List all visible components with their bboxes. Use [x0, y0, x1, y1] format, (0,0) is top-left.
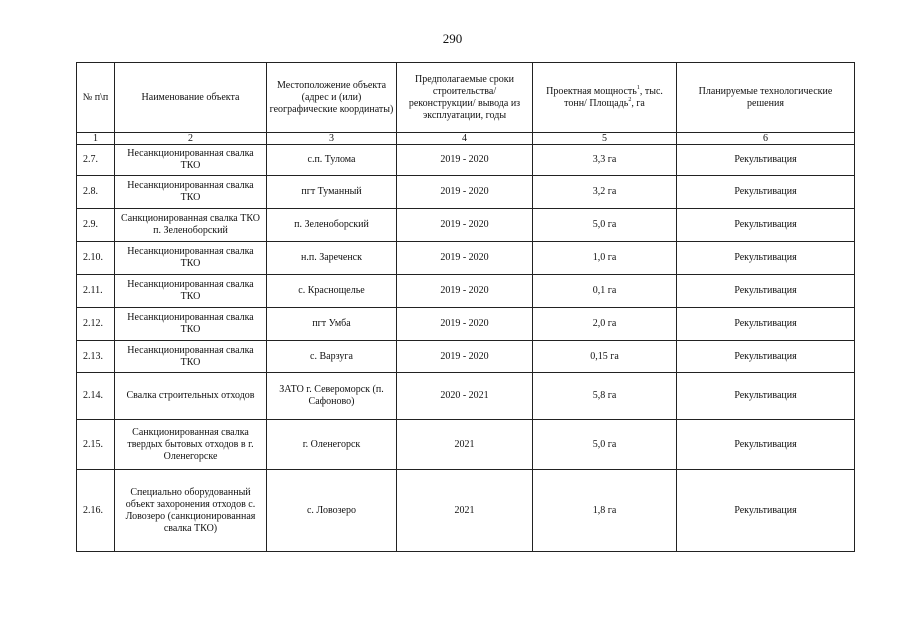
- footnote-2-mark: 2: [628, 96, 632, 103]
- object-dates: 2020 - 2021: [397, 373, 533, 420]
- table-row: [77, 275, 855, 308]
- row-number: 2.10.: [77, 242, 115, 275]
- table-header-row: [77, 63, 855, 133]
- object-capacity: 1,0 га: [533, 242, 677, 275]
- footnote-1-mark: 1: [636, 84, 640, 91]
- header-solutions: Планируемые технологические решения: [677, 63, 855, 133]
- table-row: [77, 145, 855, 176]
- column-index: 5: [533, 133, 677, 145]
- object-dates: 2019 - 2020: [397, 308, 533, 341]
- header-capacity: [533, 63, 677, 133]
- object-capacity: 1,8 га: [533, 470, 677, 552]
- object-solution: Рекультивация: [677, 470, 855, 552]
- object-location: н.п. Зареченск: [267, 242, 397, 275]
- object-solution: Рекультивация: [677, 242, 855, 275]
- column-index-row: [77, 133, 855, 145]
- table-row: [77, 420, 855, 470]
- object-location: п. Зеленоборский: [267, 209, 397, 242]
- row-number: 2.9.: [77, 209, 115, 242]
- object-location: ЗАТО г. Североморск (п. Сафоново): [267, 373, 397, 420]
- object-location: с.п. Тулома: [267, 145, 397, 176]
- header-location: Местоположение объекта (адрес и (или) географические координаты): [267, 63, 397, 133]
- object-name: Несанкционированная свалка ТКО: [115, 242, 267, 275]
- column-index: 4: [397, 133, 533, 145]
- object-solution: Рекультивация: [677, 341, 855, 373]
- table-row: [77, 176, 855, 209]
- header-num: № п\п: [77, 63, 115, 133]
- object-name: Санкционированная свалка ТКО п. Зеленоборский: [115, 209, 267, 242]
- column-index: 1: [77, 133, 115, 145]
- object-capacity: 0,1 га: [533, 275, 677, 308]
- object-location: с. Краснощелье: [267, 275, 397, 308]
- page-number: 290: [442, 31, 463, 46]
- object-capacity: 3,3 га: [533, 145, 677, 176]
- row-number: 2.13.: [77, 341, 115, 373]
- object-solution: Рекультивация: [677, 176, 855, 209]
- row-number: 2.11.: [77, 275, 115, 308]
- object-solution: Рекультивация: [677, 275, 855, 308]
- row-number: 2.8.: [77, 176, 115, 209]
- column-index: 3: [267, 133, 397, 145]
- table-row: [77, 341, 855, 373]
- object-name: Несанкционированная свалка ТКО: [115, 275, 267, 308]
- header-name: Наименование объекта: [115, 63, 267, 133]
- object-dates: 2019 - 2020: [397, 242, 533, 275]
- object-location: г. Оленегорск: [267, 420, 397, 470]
- object-name: Несанкционированная свалка ТКО: [115, 145, 267, 176]
- object-name: Несанкционированная свалка ТКО: [115, 308, 267, 341]
- object-solution: Рекультивация: [677, 308, 855, 341]
- header-capacity-text: Проектная мощность: [546, 85, 637, 97]
- header-capacity-mid: , тыс. тонн/ Площадь: [564, 85, 663, 109]
- object-solution: Рекультивация: [677, 373, 855, 420]
- landfill-table: [76, 62, 855, 552]
- object-capacity: 5,0 га: [533, 420, 677, 470]
- object-location: с. Варзуга: [267, 341, 397, 373]
- object-solution: Рекультивация: [677, 145, 855, 176]
- header-dates: Предполагаемые сроки строительства/ реконструкции/ вывода из эксплуатации, годы: [397, 63, 533, 133]
- object-name: Специально оборудованный объект захоронения отходов с. Ловозеро (санкционированная свалка ТКО): [115, 470, 267, 552]
- object-dates: 2019 - 2020: [397, 275, 533, 308]
- object-dates: 2019 - 2020: [397, 209, 533, 242]
- row-number: 2.15.: [77, 420, 115, 470]
- object-capacity: 2,0 га: [533, 308, 677, 341]
- object-dates: 2021: [397, 420, 533, 470]
- table-row: [77, 242, 855, 275]
- object-solution: Рекультивация: [677, 420, 855, 470]
- object-dates: 2019 - 2020: [397, 176, 533, 209]
- object-capacity: 5,8 га: [533, 373, 677, 420]
- object-location: с. Ловозеро: [267, 470, 397, 552]
- object-dates: 2019 - 2020: [397, 145, 533, 176]
- header-capacity-unit: , га: [631, 97, 645, 109]
- object-solution: Рекультивация: [677, 209, 855, 242]
- object-name: Несанкционированная свалка ТКО: [115, 341, 267, 373]
- object-dates: 2019 - 2020: [397, 341, 533, 373]
- object-capacity: 3,2 га: [533, 176, 677, 209]
- row-number: 2.12.: [77, 308, 115, 341]
- table-row: [77, 373, 855, 420]
- row-number: 2.7.: [77, 145, 115, 176]
- row-number: 2.14.: [77, 373, 115, 420]
- table-row: [77, 209, 855, 242]
- object-capacity: 5,0 га: [533, 209, 677, 242]
- object-location: пгт Умба: [267, 308, 397, 341]
- column-index: 2: [115, 133, 267, 145]
- object-name: Несанкционированная свалка ТКО: [115, 176, 267, 209]
- object-capacity: 0,15 га: [533, 341, 677, 373]
- object-location: пгт Туманный: [267, 176, 397, 209]
- object-name: Санкционированная свалка твердых бытовых отходов в г. Оленегорске: [115, 420, 267, 470]
- row-number: 2.16.: [77, 470, 115, 552]
- table-row: [77, 308, 855, 341]
- object-name: Свалка строительных отходов: [115, 373, 267, 420]
- table-row: [77, 470, 855, 552]
- object-dates: 2021: [397, 470, 533, 552]
- column-index: 6: [677, 133, 855, 145]
